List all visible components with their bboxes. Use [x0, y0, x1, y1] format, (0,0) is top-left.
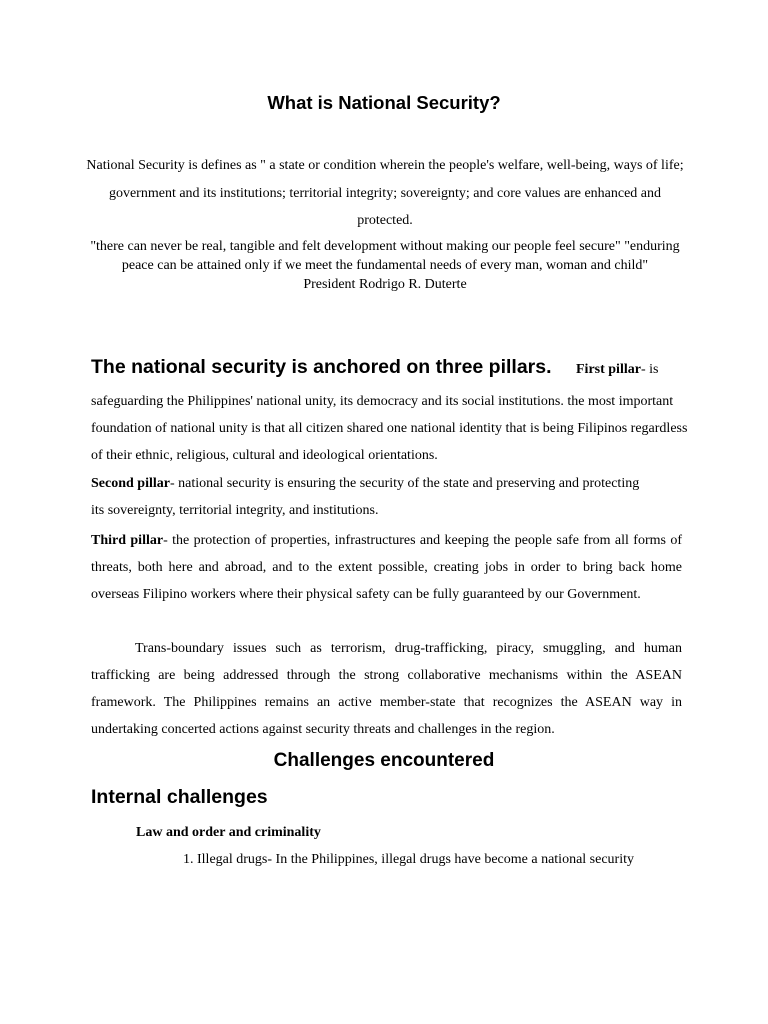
first-pillar-label: First pillar — [576, 362, 641, 377]
duterte-quote — [80, 237, 690, 294]
quote-text: "there can never be real, tangible and felt development without making our people feel secure" "enduring peace can be attained only if we meet the fundamental needs of every man, woman and child" — [90, 239, 680, 273]
challenges-heading: Challenges encountered — [273, 750, 495, 771]
third-pillar-label: Third pillar — [91, 533, 164, 548]
transboundary-paragraph: Trans-boundary issues such as terrorism, drug-trafficking, piracy, smuggling, and human trafficking are being addressed through the strong collaborative mechanisms within the ASEAN framework. The Philippines remains an active member-state that recognizes the ASEAN way in undertaking concerted actions against security threats and challenges in the region. — [91, 641, 682, 737]
list-item: 1. Illegal drugs- In the Philippines, illegal drugs have become a national security — [183, 852, 634, 867]
definition-paragraph: National Security is defines as " a state or condition wherein the people's welfare, well-being, ways of life; government and its institutions; territorial integrity; sovereignty; and core values are enhanced and protected. — [86, 158, 684, 228]
third-pillar-text: - the protection of properties, infrastructures and keeping the people safe from all forms of threats, both here and abroad, and to the extent possible, creating jobs in order to bring back home overseas Filipino workers where their physical safety can be fully guaranteed by our Government. — [91, 533, 683, 602]
law-and-order-subheading: Law and order and criminality — [136, 825, 321, 840]
internal-challenges-heading: Internal challenges — [91, 786, 268, 808]
first-pillar-intro — [576, 362, 658, 378]
second-pillar-paragraph — [91, 470, 651, 524]
page-title: What is National Security? — [267, 92, 501, 113]
first-pillar-paragraph: safeguarding the Philippines' national unity, its democracy and its social institutions. the most important foundation of national unity is that all citizen shared one national identity that is being Filipinos regardless of their ethnic, religious, cultural and ideological orientations. — [91, 394, 688, 463]
second-pillar-label: Second pillar — [91, 476, 170, 491]
third-pillar-paragraph — [91, 527, 682, 608]
second-pillar-text: - national security is ensuring the security of the state and preserving and protecting its sovereignty, territorial integrity, and institutions. — [91, 476, 640, 518]
first-pillar-intro-text: - is — [640, 362, 659, 377]
quote-author: President Rodrigo R. Duterte — [303, 277, 467, 292]
pillars-heading: The national security is anchored on three pillars. — [91, 356, 552, 378]
